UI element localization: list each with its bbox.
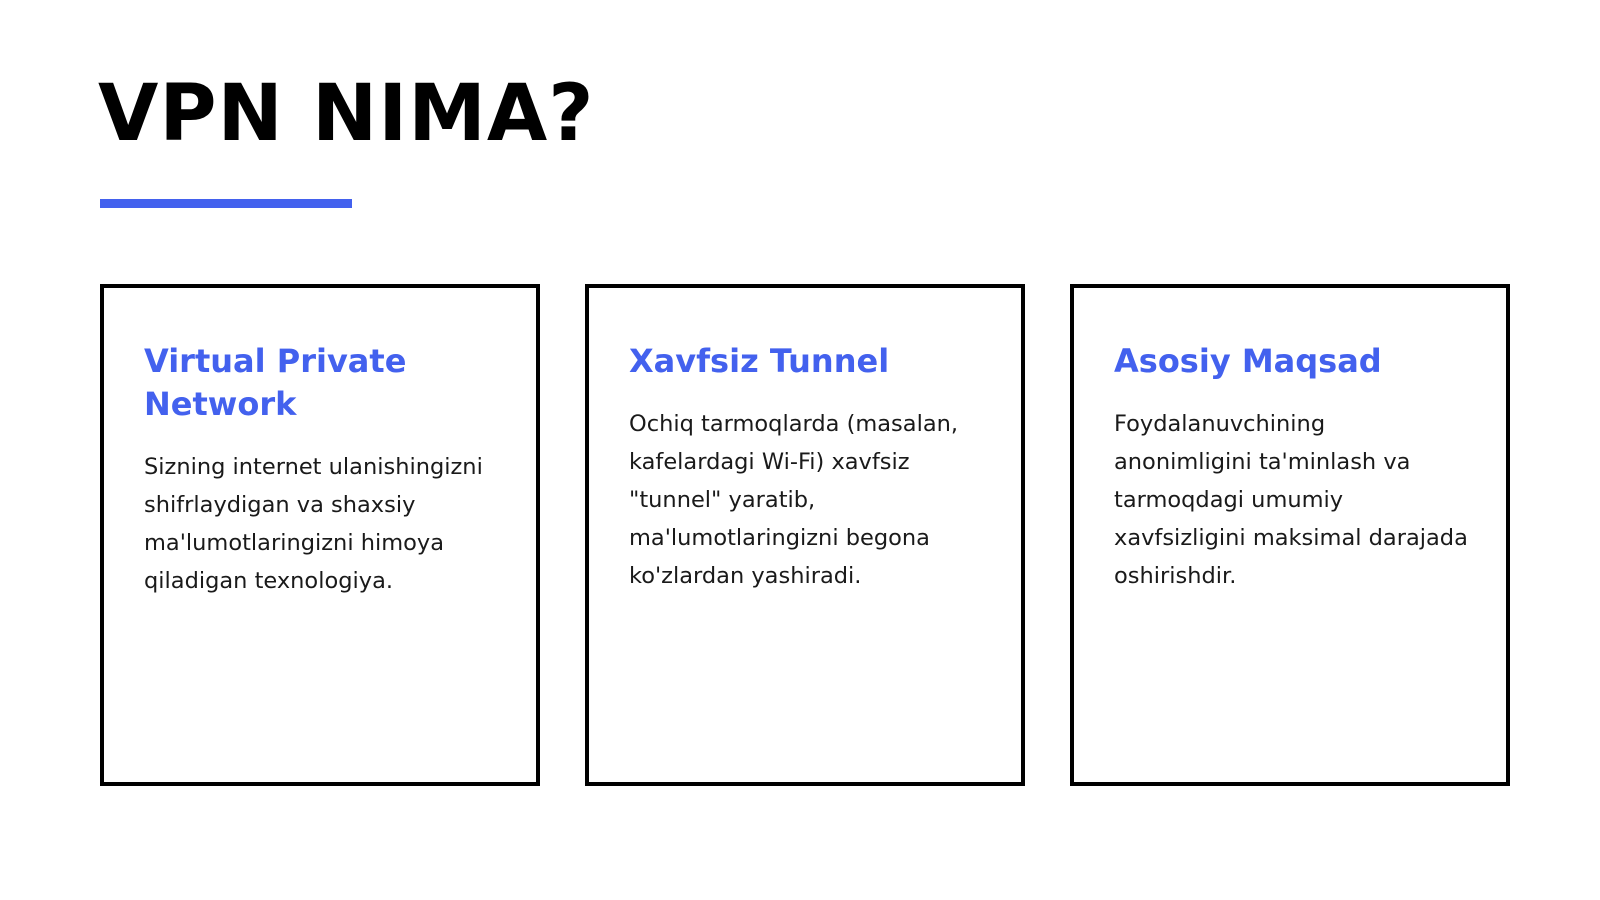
card-asosiy-maqsad [1070,284,1510,786]
card-title: Xavfsiz Tunnel [629,342,890,380]
card-xavfsiz-tunnel [585,284,1025,786]
card-title: Virtual Private Network [144,342,407,423]
page-title: VPN NIMA? [98,69,595,159]
card-text: Sizning internet ulanishingizni shifrlaydigan va shaxsiy ma'lumotlaringizni himoya qiladigan texnologiya. [144,454,483,594]
card-text: Ochiq tarmoqlarda (masalan, kafelardagi Wi-Fi) xavfsiz "tunnel" yaratib, ma'lumotlaringizni begona ko'zlardan yashiradi. [629,411,959,589]
title-underline [100,199,352,208]
card-text: Foydalanuvchining anonimligini ta'minlash va tarmoqdagi umumiy xavfsizligini maksimal darajada oshirishdir. [1114,411,1468,589]
card-virtual-private-network [100,284,540,786]
card-title: Asosiy Maqsad [1114,342,1382,380]
card-grid [100,284,1510,786]
